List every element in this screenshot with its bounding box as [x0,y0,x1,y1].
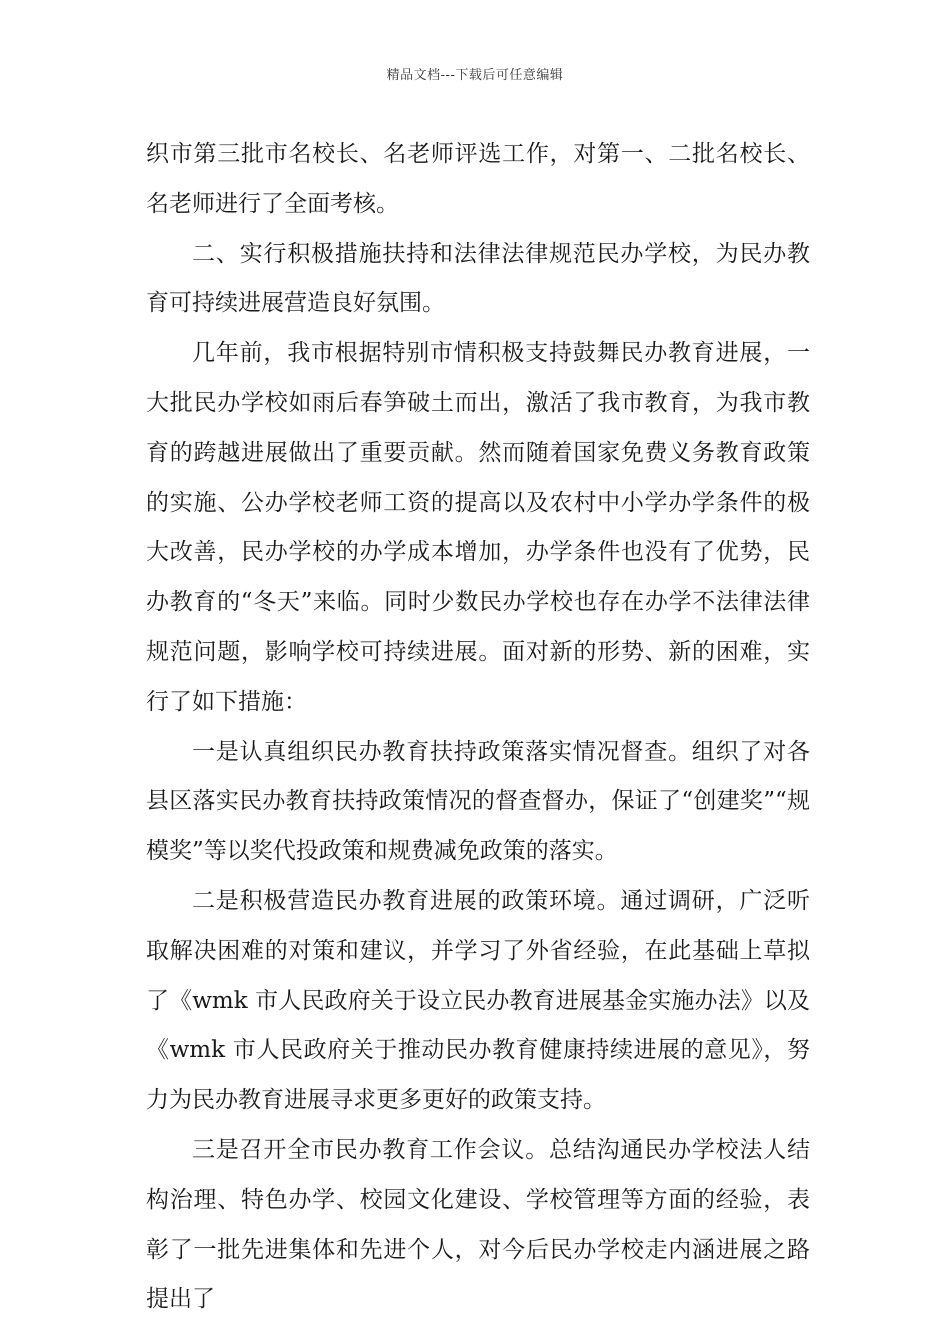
section-heading-paragraph: 二、实行积极措施扶持和法律法律规范民办学校，为民办教育可持续进展营造良好氛围。 [146,240,810,317]
paragraph-measure-two: 二是积极营造民办教育进展的政策环境。通过调研，广泛听取解决困难的对策和建议，并学习了外省经验，在此基础上草拟了《wmk 市人民政府关于设立民办教育进展基金实施办法》以及《wmk 市人民政府关于推动民办教育健康持续进展的意见》，努力为民办教育进展寻求更多更好的政策支持。 [146,887,810,1114]
paragraph-measure-three: 三是召开全市民办教育工作会议。总结沟通民办学校法人结构治理、特色办学、校园文化建设、学校管理等方面的经验，表彰了一批先进集体和先进个人，对今后民办学校走内涵进展之路提出了 [146,1136,810,1313]
document-body [146,130,810,1325]
paragraph-continuation: 织市第三批市名校长、名老师评选工作，对第一、二批名校长、名老师进行了全面考核。 [146,141,810,217]
page-header: 精品文档---下载后可任意编辑 [386,68,564,83]
paragraph-measure-one: 一是认真组织民办教育扶持政策落实情况督查。组织了对各县区落实民办教育扶持政策情况的督查督办，保证了“创建奖”“规模奖”等以奖代投政策和规费减免政策的落实。 [146,738,810,865]
paragraph-background: 几年前，我市根据特别市情积极支持鼓舞民办教育进展，一大批民办学校如雨后春笋破土而出，激活了我市教育，为我市教育的跨越进展做出了重要贡献。然而随着国家免费义务教育政策的实施、公办学校老师工资的提高以及农村中小学办学条件的极大改善，民办学校的办学成本增加，办学条件也没有了优势，民办教育的“冬天”来临。同时少数民办学校也存在办学不法律法律规范问题，影响学校可持续进展。面对新的形势、新的困难，实行了如下措施： [146,340,810,715]
